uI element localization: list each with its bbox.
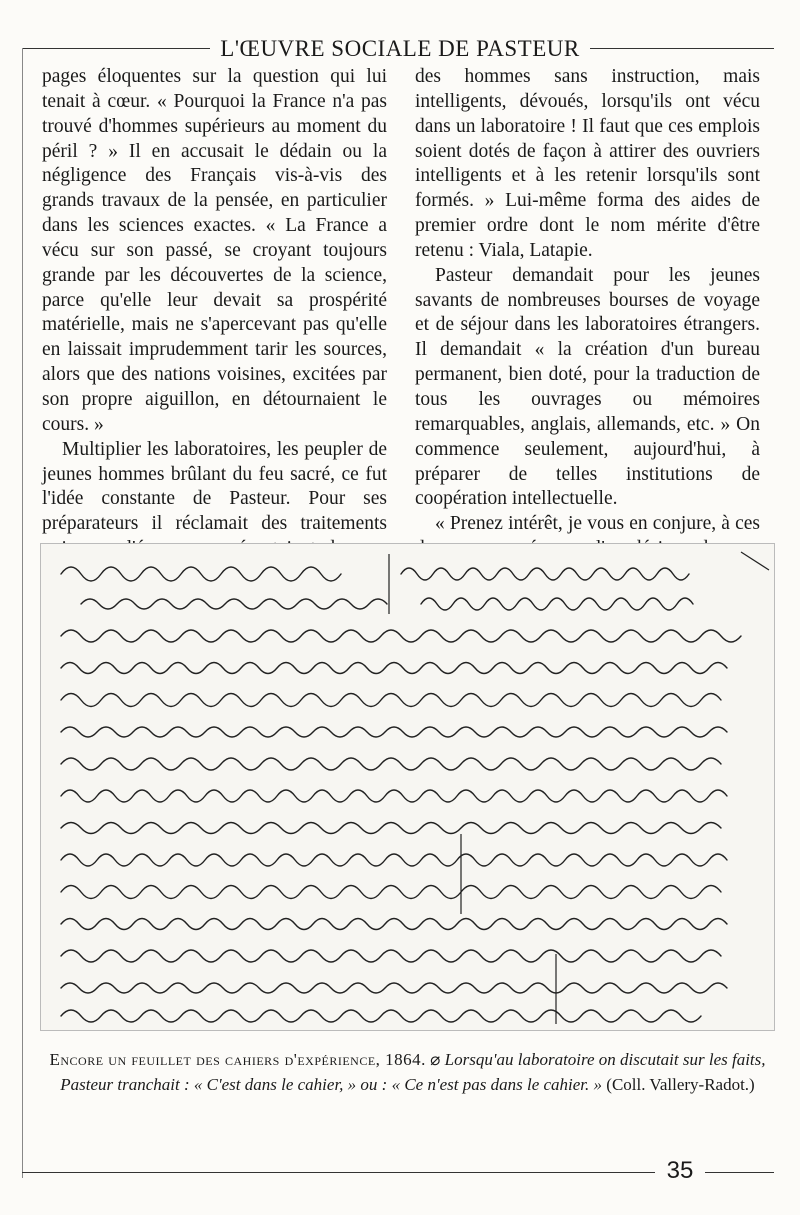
caption-ornament-icon: ⌀ xyxy=(430,1050,441,1069)
caption-credit: (Coll. Vallery-Radot.) xyxy=(606,1075,755,1094)
handwriting-illustration xyxy=(41,544,775,1031)
figure-caption xyxy=(40,1047,775,1097)
manuscript-image xyxy=(40,543,775,1031)
caption-body: Lorsqu'au laboratoire on discutait sur les faits, Pasteur tranchait : « C'est dans le cahier, » ou : « Ce n'est pas dans le cahier. » xyxy=(60,1050,766,1094)
left-paragraph-2: Multiplier les laboratoires, les peupler de jeunes hommes brûlant du feu sacré, ce fut l'idée constante de Pasteur. Pour ses préparateurs il réclamait des traitements xyxy=(42,438,387,535)
running-title: L'ŒUVRE SOCIALE DE PASTEUR xyxy=(210,36,589,61)
frame-left-rule xyxy=(22,48,23,1178)
right-paragraph-1: des hommes sans instruction, mais intelligents, dévoués, lorsqu'ils ont vécu dans un laboratoire ! Il faut que ces emplois soient dotés de façon à attirer des ouvriers intelligents et à les retenir lorsqu'ils sont formés. » Lui-même forma des aides de premier ordre dont le nom mérite d'être retenu : Viala, Latapie. xyxy=(415,66,760,261)
caption-lead: Encore un feuillet des cahiers d'expérience, 1864. xyxy=(49,1050,426,1069)
left-paragraph-1: pages éloquentes sur la question qui lui tenait à cœur. « Pourquoi la France n'a pas trouvé d'hommes supérieurs au moment du péril ? » Il en accusait le dédain ou la négligence des Français vis-à-vis des grands travaux de la pensée, en particulier dans les sciences exactes. « La France a vécu sur son passé, se croyant toujours grande par les découvertes de la science, parce qu'elle leur devait sa prospérité matérielle, mais ne s'apercevant pas qu'elle en laissait imprudemment tarir les sources, alors que des nations voisines, excitées par son propre aiguillon, en détournaient le cours. » xyxy=(42,66,387,435)
right-paragraph-3: « Prenez intérêt, je vous en conjure, à ces xyxy=(435,513,760,535)
right-paragraph-2: Pasteur demandait pour les jeunes savants de nombreuses bourses de voyage et de séjour dans les laboratoires étrangers. Il demandait « la création d'un bureau permanent, bien doté, pour la traduction de tous les ouvrages ou mémoires remarquables, anglais, allemands, etc. » On commence seulement, aujourd'hui, à préparer de telles institutions de coopération intellectuelle. xyxy=(415,264,760,510)
page-number: 35 xyxy=(655,1154,705,1188)
running-head xyxy=(0,36,800,62)
